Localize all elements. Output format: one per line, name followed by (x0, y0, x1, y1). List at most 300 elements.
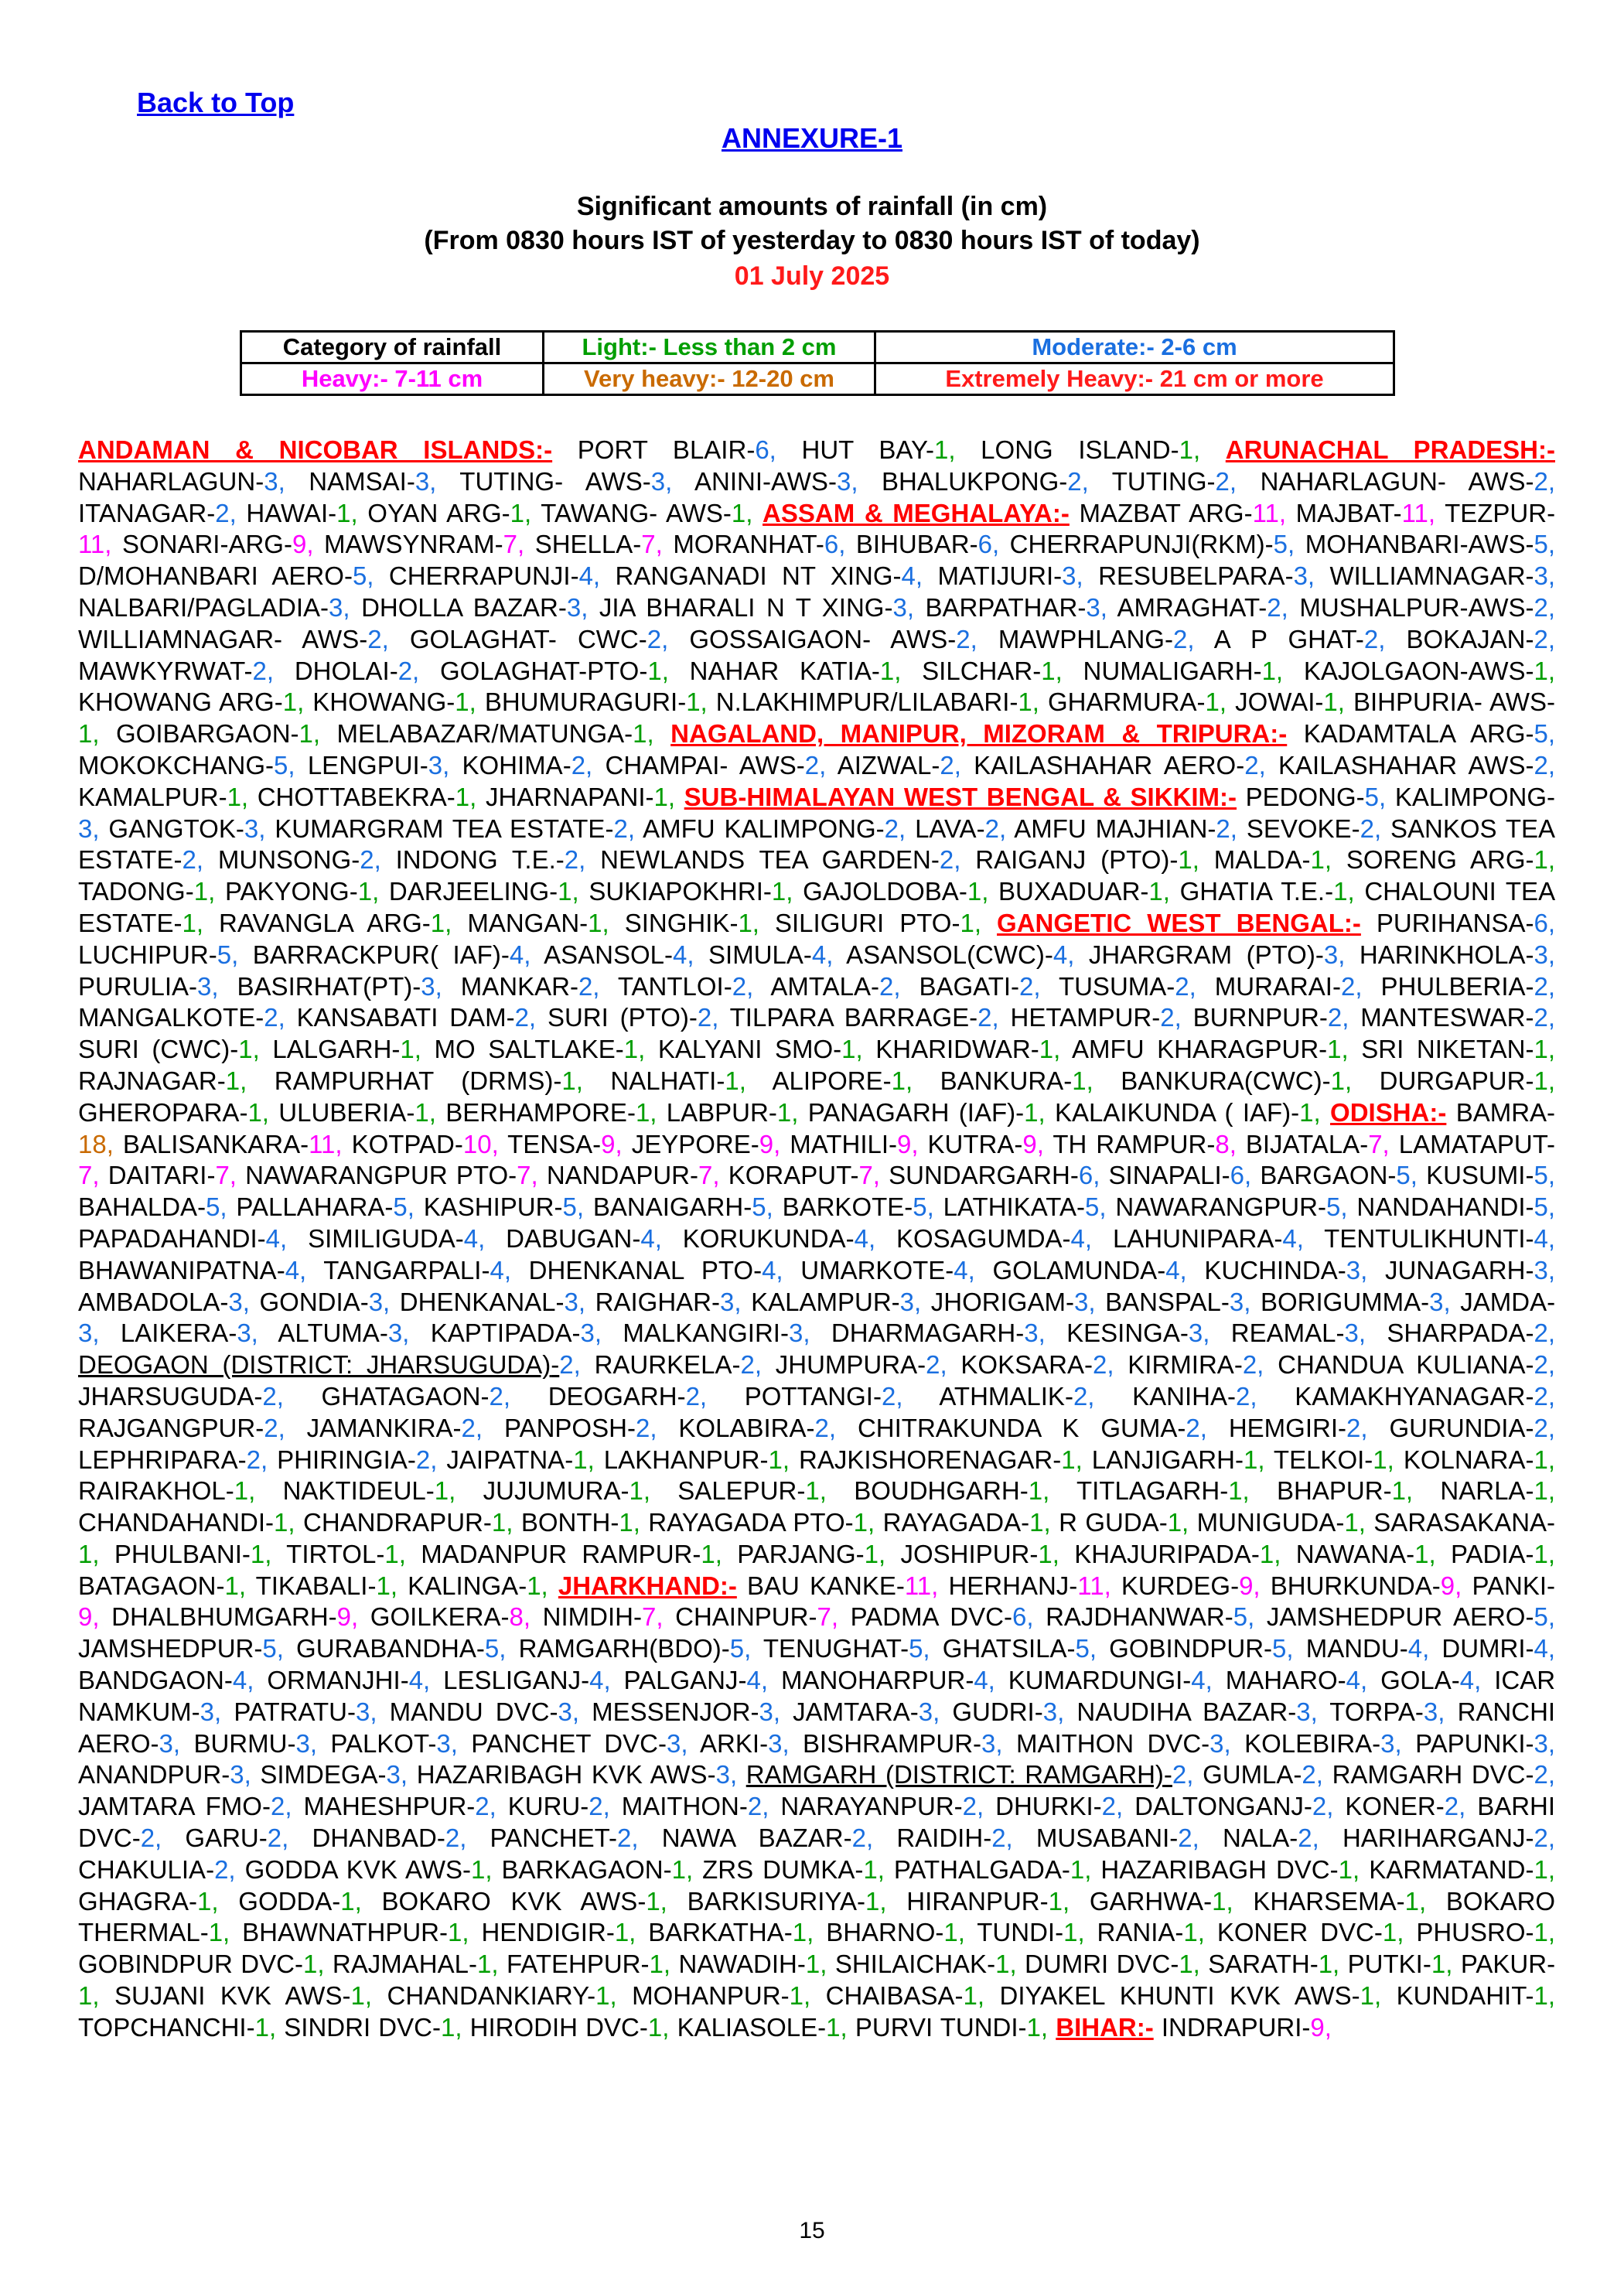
station-name: LESLIGANJ (443, 1666, 582, 1695)
station-entry: JHORIGAM-3, (930, 1287, 1096, 1316)
station-entry: JHUMPURA-2, (775, 1350, 947, 1380)
station-entry: KONER DVC-1, (1216, 1918, 1404, 1947)
station-name: POTTANGI (744, 1381, 873, 1411)
rainfall-value: 3 (295, 1728, 310, 1758)
station-name: BARKISURIYA (687, 1886, 858, 1916)
station-name: PADIA (1450, 1539, 1526, 1568)
rainfall-value: 4 (1407, 1634, 1423, 1663)
station-entry: HETAMPUR-2, (1010, 1003, 1182, 1032)
station-name: CHAIBASA (825, 1981, 955, 2011)
rainfall-value: 2 (647, 624, 662, 653)
station-name: MAHESHPUR (303, 1792, 467, 1821)
station-name: NAMSAI (309, 466, 407, 496)
station-entry: RAMPURHAT (DRMS)-1, (274, 1066, 583, 1095)
station-entry: BHARNO-1, (826, 1918, 965, 1947)
station-entry: HERHANJ-11, (948, 1571, 1111, 1600)
station-entry: MADANPUR RAMPUR-1, (421, 1539, 722, 1568)
station-entry: MAWPHLANG-2, (998, 624, 1195, 653)
station-entry: GAJOLDOBA-1, (803, 877, 989, 906)
station-entry: BERHAMPORE-1, (445, 1097, 657, 1127)
station-entry: MANGALKOTE-2, (78, 1003, 285, 1032)
station-entry: KALIASOLE-1, (677, 2012, 848, 2042)
rainfall-value: 3 (1323, 940, 1339, 969)
rainfall-value: 3 (899, 1287, 915, 1316)
station-entry: NANDAHANDI-5, (1356, 1192, 1556, 1222)
station-name: GOLAGHAT-PTO (440, 656, 640, 685)
rainfall-value: 1 (254, 2012, 269, 2042)
rainfall-value: 2 (445, 1823, 460, 1853)
rainfall-value: 3 (1073, 1287, 1089, 1316)
station-name: KHOWANG ARG (78, 687, 275, 717)
station-name: A P GHAT (1213, 624, 1356, 653)
station-name: DAITARI (107, 1161, 207, 1190)
station-name: PHIRINGIA (277, 1445, 408, 1474)
station-entry: BHAPUR-1, (1277, 1476, 1414, 1506)
rainfall-value: 1 (595, 1981, 610, 2011)
station-entry: BHALUKPONG-2, (882, 466, 1089, 496)
station-entry: LAKHANPUR-1, (603, 1445, 790, 1474)
station-name: RAIDIH (896, 1823, 984, 1853)
station-entry: GOLAMUNDA-4, (992, 1255, 1187, 1284)
station-name: SIMILIGUDA (308, 1223, 455, 1253)
station-entry: R GUDA-1, (1059, 1508, 1189, 1537)
station-name: PANAGARH (IAF) (807, 1097, 1016, 1127)
station-entry: PURIHANSA-6, (1376, 908, 1555, 937)
station-entry: CHERRAPUNJI-4, (388, 561, 601, 591)
station-entry: BANDGAON-4, (78, 1666, 254, 1695)
station-name: BAGATI (919, 971, 1012, 1001)
station-entry: MUNSONG-2, (217, 845, 381, 875)
station-entry: SILCHAR-1, (922, 656, 1063, 685)
station-entry: PARJANG-1, (737, 1539, 886, 1568)
rainfall-value: 2 (215, 498, 230, 527)
station-entry: KALYANI SMO-1, (657, 1035, 863, 1064)
station-entry: NAMSAI-3, (309, 466, 437, 496)
rainfall-value: 1 (282, 687, 298, 717)
station-entry: JAMDA-3, (78, 1287, 1556, 1348)
rainfall-value: 4 (509, 940, 524, 969)
station-entry: TENUGHAT-5, (763, 1634, 930, 1663)
station-entry: HIRODIH DVC-1, (469, 2012, 670, 2042)
rainfall-value: 3 (892, 592, 907, 622)
rainfall-value: 2 (814, 1413, 829, 1442)
station-entry: PATRATU-3, (234, 1697, 377, 1726)
station-name: SHARPADA (1387, 1319, 1526, 1348)
rainfall-value: 4 (762, 1255, 776, 1284)
rainfall-value: 1 (415, 1097, 429, 1127)
rainfall-value: 2 (881, 1381, 896, 1411)
station-name: WILLIAMNAGAR- AWS (78, 624, 360, 653)
station-entry: CHAIBASA-1, (825, 1981, 985, 2011)
region-heading: ODISHA:- (1330, 1097, 1447, 1127)
station-entry: AMTALA-2, (770, 971, 901, 1001)
rainfall-value: 2 (461, 1413, 476, 1442)
station-name: BANSPAL (1105, 1287, 1221, 1316)
rainfall-value: 1 (967, 877, 982, 906)
rainfall-value: 4 (1191, 1666, 1206, 1695)
station-name: JHORIGAM (930, 1287, 1066, 1316)
rainfall-value: 1 (963, 1981, 977, 2011)
station-name: MOHANPUR (632, 1981, 781, 2011)
rainfall-value: 1 (1299, 1097, 1314, 1127)
station-name: KOKSARA (960, 1350, 1084, 1380)
station-name: KOHIMA (462, 750, 563, 780)
station-name: HAZARIBAGH KVK AWS (416, 1760, 708, 1789)
station-name: BONTH (520, 1508, 611, 1537)
rainfall-value: 1 (1063, 1918, 1078, 1947)
station-name: LAHUNIPARA (1112, 1223, 1274, 1253)
rainfall-value: 3 (1534, 561, 1548, 591)
station-entry: ULUBERIA-1, (278, 1097, 436, 1127)
station-name: GURUNDIA (1389, 1413, 1526, 1442)
rainfall-value: 1 (1431, 1950, 1446, 1979)
rainfall-value: 1 (357, 877, 373, 906)
rainfall-value: 1 (197, 1886, 212, 1916)
station-name: MAHARO (1225, 1666, 1338, 1695)
station-entry: LENGPUI-3, (307, 750, 450, 780)
rainfall-value: 3 (566, 592, 582, 622)
rainfall-value: 7 (215, 1161, 230, 1190)
station-name: BERHAMPORE (445, 1097, 627, 1127)
rainfall-value: 1 (1183, 1918, 1198, 1947)
station-entry: POTTANGI-2, (744, 1381, 903, 1411)
rainfall-value: 2 (1312, 1792, 1327, 1821)
rainfall-value: 1 (224, 1571, 239, 1600)
station-name: KAILASHAHAR AWS (1278, 750, 1526, 780)
station-name: BIHUBAR (855, 530, 970, 559)
rainfall-value: 2 (1242, 1350, 1257, 1380)
station-name: NEWLANDS TEA GARDEN (600, 845, 931, 875)
station-name: JAMDA (1460, 1287, 1547, 1316)
station-entry: PADMA DVC-6, (850, 1602, 1034, 1632)
rainfall-value: 1 (671, 1854, 686, 1884)
station-name: REAMAL (1230, 1319, 1336, 1348)
station-name: KESINGA (1066, 1319, 1180, 1348)
station-entry: HAWAI-1, (246, 498, 358, 527)
station-name: AMRAGHAT (1117, 592, 1259, 622)
station-entry: KESINGA-3, (1066, 1319, 1210, 1348)
station-entry: BIHUBAR-6, (855, 530, 1000, 559)
rainfall-value: 3 (759, 1697, 773, 1726)
station-name: SHELLA (534, 530, 633, 559)
station-entry: NIMDIH-7, (542, 1602, 664, 1632)
rainfall-value: 1 (1333, 877, 1348, 906)
station-name: BARKAGAON (501, 1854, 664, 1884)
rainfall-value: 9 (1310, 2012, 1325, 2042)
station-entry: DAITARI-7, (107, 1161, 237, 1190)
rainfall-value: 4 (1165, 1255, 1180, 1284)
station-name: JUNAGARH (1384, 1255, 1526, 1284)
rainfall-value: 2 (962, 1792, 977, 1821)
station-entry: PADIA-1, (1450, 1539, 1556, 1568)
station-name: GURABANDHA (296, 1634, 476, 1663)
rainfall-value: 5 (562, 1192, 577, 1222)
station-entry: HIRANPUR-1, (906, 1886, 1070, 1916)
rainfall-value: 4 (854, 1223, 868, 1253)
rainfall-value: 1 (1404, 1886, 1419, 1916)
rainfall-value: 4 (1346, 1666, 1360, 1695)
station-entry: SALEPUR-1, (677, 1476, 827, 1506)
rainfall-value: 1 (274, 1508, 288, 1537)
station-entry: MAITHON DVC-3, (1015, 1728, 1231, 1758)
rainfall-value: 2 (360, 845, 374, 875)
rainfall-value: 2 (1534, 592, 1548, 622)
station-name: GHATAGAON (321, 1381, 481, 1411)
station-entry: KANSABATI DAM-2, (296, 1003, 537, 1032)
rainfall-value: 5 (1085, 1192, 1100, 1222)
station-name: BAU KANKE (746, 1571, 896, 1600)
rainfall-value: 1 (78, 719, 93, 749)
rainfall-value: 4 (232, 1666, 247, 1695)
station-entry: BASIRHAT(PT)-3, (237, 971, 442, 1001)
rainfall-value: 1 (1018, 687, 1032, 717)
rainfall-value: 2 (140, 1823, 155, 1853)
rainfall-value: 1 (1179, 435, 1193, 464)
station-entry: JAMTARA-3, (793, 1697, 940, 1726)
station-name: TELKOI (1273, 1445, 1365, 1474)
station-entry: NEWLANDS TEA GARDEN-2, (600, 845, 961, 875)
rainfall-value: 10 (462, 1129, 492, 1158)
rainfall-value: 2 (1215, 466, 1230, 496)
rainfall-value: 3 (387, 1319, 403, 1348)
station-entry: SIMILIGUDA-4, (308, 1223, 486, 1253)
station-entry: DUMRI DVC-1, (1025, 1950, 1200, 1979)
rainfall-value: 3 (264, 466, 278, 496)
station-name: RAMGARH DVC (1332, 1760, 1526, 1789)
rainfall-value: 2 (514, 1003, 529, 1032)
station-name: MAITHON (621, 1792, 739, 1821)
rainfall-value: 2 (1534, 1823, 1548, 1853)
station-name: RANCHI AERO (78, 1697, 1556, 1758)
rainfall-value: 3 (1534, 1728, 1548, 1758)
rainfall-value: 7 (698, 1161, 713, 1190)
station-entry: LAIKERA-3, (120, 1319, 258, 1348)
rainfall-value: 2 (415, 1445, 431, 1474)
rainfall-value: 1 (653, 782, 668, 811)
station-entry: CHAMPAI- AWS-2, (605, 750, 827, 780)
annexure-title[interactable]: ANNEXURE-1 (721, 122, 903, 154)
rainfall-value: 2 (616, 1823, 632, 1853)
rainfall-value: 11 (1252, 498, 1279, 527)
station-entry: CHAINPUR-7, (675, 1602, 838, 1632)
rainfall-value: 1 (384, 1539, 399, 1568)
station-name: RAJMAHAL (332, 1950, 469, 1979)
station-name: KUTRA (927, 1129, 1015, 1158)
rainfall-value: 4 (746, 1666, 761, 1695)
station-name: BOKARO THERMAL (78, 1886, 1556, 1947)
rainfall-value: 4 (1534, 1634, 1548, 1663)
station-name: DHANBAD (312, 1823, 437, 1853)
station-name: TORPA (1329, 1697, 1415, 1726)
station-entry: MAITHON-2, (621, 1792, 769, 1821)
station-entry: SARATH-1, (1208, 1950, 1340, 1979)
station-name: MANKAR (460, 971, 570, 1001)
rainfall-value: 3 (768, 1728, 783, 1758)
rainfall-value: 2 (747, 1792, 763, 1821)
station-name: AMFU KALIMPONG (643, 814, 876, 843)
station-name: INDRAPURI (1161, 2012, 1302, 2042)
rainfall-value: 5 (217, 940, 232, 969)
station-entry: JUJUMURA-1, (483, 1476, 650, 1506)
rainfall-value: 3 (197, 971, 212, 1001)
station-entry: DHOLAI-2, (294, 656, 420, 685)
rainfall-value: 2 (564, 845, 579, 875)
rainfall-value: 1 (853, 1508, 868, 1537)
station-name: OYAN ARG (367, 498, 502, 527)
station-name: GUMLA (1203, 1760, 1294, 1789)
rainfall-value: 2 (1073, 1381, 1088, 1411)
station-name: KAILASHAHAR AERO (974, 750, 1237, 780)
station-name: HUT BAY (801, 435, 926, 464)
station-name: BHAWANIPATNA (78, 1255, 277, 1284)
rainfall-value: 2 (685, 1381, 700, 1411)
station-entry: MANKAR-2, (460, 971, 600, 1001)
station-name: KHAJURIPADA (1074, 1539, 1251, 1568)
station-name: BORIGUMMA (1260, 1287, 1421, 1316)
station-name: LANJIGARH (1091, 1445, 1235, 1474)
station-name: GOILKERA (370, 1602, 501, 1632)
station-name: TANTLOI (617, 971, 724, 1001)
rainfall-value: 3 (558, 1697, 572, 1726)
rainfall-value: 1 (647, 656, 662, 685)
station-entry: TOPCHANCHI-1, (78, 2012, 277, 2042)
station-entry: MAHARO-4, (1225, 1666, 1368, 1695)
station-entry: RAIDIH-2, (896, 1823, 1013, 1853)
station-name: GOIBARGAON (116, 719, 291, 749)
station-name: CHANDUA KULIANA (1278, 1350, 1526, 1380)
station-entry: MUSHALPUR-AWS-2, (1299, 592, 1556, 622)
rainfall-value: 1 (400, 1035, 415, 1064)
station-name: PEDONG (1245, 782, 1356, 811)
station-name: PAKUR (1460, 1950, 1547, 1979)
station-entry: MESSENJOR-3, (592, 1697, 781, 1726)
rainfall-value: 1 (302, 1950, 318, 1979)
rainfall-value: 1 (1414, 1539, 1429, 1568)
station-name: KALYANI SMO (657, 1035, 834, 1064)
station-name: CHANDAHANDI (78, 1508, 266, 1537)
station-name: SINDRI DVC (284, 2012, 432, 2042)
station-entry: PHUSRO-1, (1416, 1918, 1556, 1947)
station-name: KUMARGRAM TEA ESTATE (275, 814, 606, 843)
rainfall-value: 2 (732, 971, 747, 1001)
station-name: KHARIDWAR (875, 1035, 1031, 1064)
rainfall-value: 4 (265, 1223, 281, 1253)
station-entry: NUMALIGARH-1, (1083, 656, 1284, 685)
station-entry: NAWADIH-1, (678, 1950, 827, 1979)
station-name: GHAGRA (78, 1886, 189, 1916)
station-name: BHARNO (826, 1918, 936, 1947)
station-entry: MAHESHPUR-2, (303, 1792, 496, 1821)
station-name: BHAWNATHPUR (242, 1918, 439, 1947)
station-entry: MANTESWAR-2, (1360, 1003, 1556, 1032)
rainfall-value: 1 (1041, 656, 1056, 685)
station-name: KAPTIPADA (430, 1319, 572, 1348)
station-entry: NAWANA-1, (1295, 1539, 1436, 1568)
station-name: LALGARH (272, 1035, 392, 1064)
station-name: KHOWANG (312, 687, 447, 717)
station-entry: TUNDI-1, (977, 1918, 1085, 1947)
rainfall-value: 3 (415, 466, 430, 496)
station-entry: JHARNAPANI-1, (485, 782, 676, 811)
rainfall-value: 1 (805, 1476, 820, 1506)
station-entry: AIZWAL-2, (837, 750, 961, 780)
rainfall-value: 1 (771, 877, 786, 906)
station-entry: ORMANJHI-4, (267, 1666, 431, 1695)
rainfall-value: 2 (1534, 1413, 1548, 1442)
station-entry: BORIGUMMA-3, (1260, 1287, 1451, 1316)
rainfall-value: 6 (977, 530, 992, 559)
station-entry: GOLAGHAT- CWC-2, (409, 624, 669, 653)
station-entry: GODDA-1, (238, 1886, 362, 1916)
station-name: TIRTOL (286, 1539, 377, 1568)
station-name: RAMPURHAT (DRMS) (274, 1066, 554, 1095)
station-entry: RAYAGADA PTO-1, (648, 1508, 875, 1537)
rainfall-value: 1 (1534, 1445, 1548, 1474)
rainfall-value: 3 (1229, 1287, 1244, 1316)
rainfall-value: 3 (650, 466, 666, 496)
station-name: CHERRAPUNJI (388, 561, 571, 591)
station-name: KOSAGUMDA (896, 1223, 1063, 1253)
station-entry: GOLAGHAT-PTO-1, (440, 656, 669, 685)
station-entry: KOTPAD-10, (351, 1129, 499, 1158)
station-name: HARINKHOLA (1359, 940, 1526, 969)
rainfall-value: 5 (206, 1192, 220, 1222)
station-name: NIMDIH (542, 1602, 633, 1632)
station-entry: SORENG ARG-1, (1346, 845, 1556, 875)
region-heading: BIHAR:- (1056, 2012, 1154, 2042)
rainfall-value: 1 (299, 719, 313, 749)
station-name: RAJDHANWAR (1046, 1602, 1225, 1632)
rainfall-value: 2 (367, 624, 382, 653)
back-to-top-link[interactable]: Back to Top (137, 87, 295, 118)
rainfall-value: 2 (940, 750, 954, 780)
rainfall-value: 2 (1534, 1350, 1548, 1380)
station-entry: TADONG-1, (78, 877, 216, 906)
rainfall-value: 9 (336, 1602, 352, 1632)
rainfall-value: 1 (182, 908, 196, 937)
rainfall-value: 5 (729, 1634, 745, 1663)
station-entry: TENTULIKHUNTI-4, (1324, 1223, 1556, 1253)
station-name: DIYAKEL KHUNTI KVK AWS (999, 1981, 1352, 2011)
station-entry: ANANDPUR-3, (78, 1760, 251, 1789)
rainfall-value: 2 (264, 1413, 278, 1442)
station-name: BARGAON (1260, 1161, 1388, 1190)
rainfall-value: 3 (564, 1287, 578, 1316)
station-name: RANIA (1097, 1918, 1175, 1947)
station-name: HIRODIH DVC (469, 2012, 640, 2042)
station-name: RAMGARH (DISTRICT: RAMGARH) (745, 1760, 1164, 1789)
rainfall-value: 1 (647, 2012, 663, 2042)
rainfall-value: 2 (1067, 466, 1082, 496)
station-name: ARKI (700, 1728, 760, 1758)
station-entry: DIYAKEL KHUNTI KVK AWS-1, (999, 1981, 1382, 2011)
station-entry: DEOGAON (DISTRICT: JHARSUGUDA)-2, (78, 1350, 581, 1380)
station-entry: KAILASHAHAR AWS-2, (1278, 750, 1556, 780)
rainfall-value: 4 (811, 940, 827, 969)
station-name: SARATH (1208, 1950, 1310, 1979)
rainfall-value: 8 (509, 1602, 524, 1632)
station-name: MUNSONG (217, 845, 352, 875)
station-name: GOBINDPUR (1109, 1634, 1264, 1663)
station-name: KALIASOLE (677, 2012, 818, 2042)
region-heading: ARUNACHAL PRADESH:- (1225, 435, 1555, 464)
station-name: SORENG ARG (1346, 845, 1526, 875)
rainfall-value: 1 (725, 1066, 739, 1095)
station-name: SUJANI KVK AWS (114, 1981, 343, 2011)
station-name: CHANDRAPUR (303, 1508, 483, 1537)
rainfall-value: 2 (1175, 971, 1189, 1001)
rainfall-value: 2 (475, 1792, 490, 1821)
